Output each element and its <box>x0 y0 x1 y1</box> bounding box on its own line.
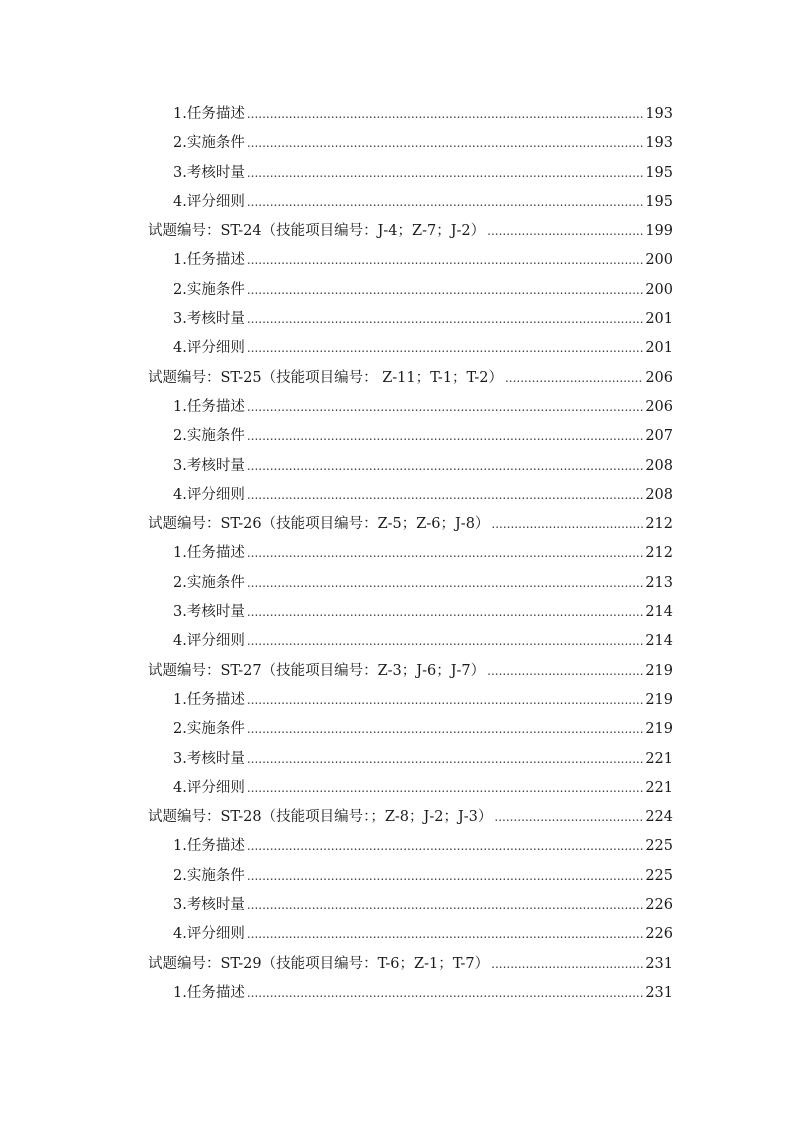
toc-entry-title: 3.考核时量 <box>173 457 245 474</box>
dot-leader <box>505 364 643 393</box>
toc-page-number: 193 <box>645 106 673 122</box>
dot-leader <box>247 891 643 920</box>
toc-section-title: 试题编号：ST-24（技能项目编号：J-4；Z-7；J-2） <box>148 223 486 240</box>
toc-page-number: 212 <box>645 545 673 562</box>
toc-page-number: 214 <box>645 604 673 621</box>
toc-entry-title: 2.实施条件 <box>173 721 245 738</box>
toc-page-number: 225 <box>645 867 673 884</box>
dot-leader <box>487 657 643 686</box>
toc-entry[interactable] <box>148 539 673 568</box>
dot-leader <box>247 569 643 598</box>
toc-page-number: 221 <box>645 750 673 767</box>
toc-page-number: 226 <box>645 926 673 943</box>
toc-section-title: 试题编号：ST-26（技能项目编号：Z-5；Z-6；J-8） <box>148 516 490 533</box>
toc-entry-title: 4.评分细则 <box>173 193 245 210</box>
toc-page-number: 225 <box>645 838 673 855</box>
toc-entry[interactable] <box>148 481 673 510</box>
toc-entry[interactable] <box>148 920 673 949</box>
toc-entry-title: 1.任务描述 <box>173 252 245 269</box>
toc-page-number: 214 <box>645 633 673 650</box>
dot-leader <box>247 276 643 305</box>
toc-entry-title: 1.任务描述 <box>173 838 245 855</box>
toc-entry[interactable] <box>148 334 673 363</box>
dot-leader <box>247 305 643 334</box>
toc-section-title: 试题编号：ST-25（技能项目编号： Z-11；T-1；T-2） <box>148 369 503 386</box>
toc-page-number: 208 <box>645 457 673 474</box>
toc-section-title: 试题编号：ST-27（技能项目编号：Z-3；J-6；J-7） <box>148 662 486 679</box>
dot-leader <box>247 715 643 744</box>
toc-entry[interactable] <box>148 276 673 305</box>
dot-leader <box>247 627 643 656</box>
toc-entry[interactable] <box>148 862 673 891</box>
toc-entry-title: 3.考核时量 <box>173 750 245 767</box>
toc-entry[interactable] <box>148 627 673 656</box>
toc-section-heading[interactable] <box>148 364 673 393</box>
toc-page-number: 201 <box>645 340 673 357</box>
toc-entry-title: 1.任务描述 <box>173 691 245 708</box>
toc-page-number: 195 <box>645 164 673 181</box>
dot-leader <box>494 803 643 832</box>
dot-leader <box>247 100 643 129</box>
toc-page-number: 207 <box>645 428 673 445</box>
toc-page-number: 219 <box>645 691 673 708</box>
toc-section-title: 试题编号：ST-29（技能项目编号：T-6；Z-1；T-7） <box>148 955 490 972</box>
toc-entry-title: 3.考核时量 <box>173 164 245 181</box>
toc-page-number: 226 <box>645 897 673 914</box>
toc-page-number: 219 <box>645 721 673 738</box>
toc-entry[interactable] <box>148 979 673 1008</box>
toc-entry[interactable] <box>148 891 673 920</box>
dot-leader <box>247 334 643 363</box>
toc-entry[interactable] <box>148 832 673 861</box>
toc-entry-title: 1.任务描述 <box>173 398 245 415</box>
dot-leader <box>247 774 643 803</box>
toc-entry[interactable] <box>148 715 673 744</box>
dot-leader <box>247 246 643 275</box>
toc-page-number: 200 <box>645 252 673 269</box>
toc-entry[interactable] <box>148 159 673 188</box>
dot-leader <box>247 920 643 949</box>
toc-entry-title: 1.任务描述 <box>173 984 245 1001</box>
dot-leader <box>487 217 643 246</box>
toc-section-heading[interactable] <box>148 657 673 686</box>
toc-entry[interactable] <box>148 393 673 422</box>
toc-entry-title: 3.考核时量 <box>173 311 245 328</box>
toc-entry-title: 2.实施条件 <box>173 574 245 591</box>
dot-leader <box>247 686 643 715</box>
dot-leader <box>491 950 643 979</box>
toc-page-number: 195 <box>645 193 673 210</box>
toc-page-number: 199 <box>645 223 673 240</box>
toc-section-heading[interactable] <box>148 803 673 832</box>
dot-leader <box>247 393 643 422</box>
toc-page-number: 206 <box>645 369 673 386</box>
dot-leader <box>247 598 643 627</box>
dot-leader <box>247 452 643 481</box>
toc-entry[interactable] <box>148 188 673 217</box>
toc-entry[interactable] <box>148 452 673 481</box>
toc-page-number: 219 <box>645 662 673 679</box>
table-of-contents <box>148 100 673 1008</box>
toc-page-number: 213 <box>645 574 673 591</box>
toc-entry[interactable] <box>148 246 673 275</box>
toc-entry-title: 2.实施条件 <box>173 281 245 298</box>
toc-entry-title: 3.考核时量 <box>173 897 245 914</box>
dot-leader <box>247 745 643 774</box>
toc-entry[interactable] <box>148 100 673 129</box>
toc-page-number: 200 <box>645 281 673 298</box>
dot-leader <box>247 832 643 861</box>
toc-entry-title: 3.考核时量 <box>173 604 245 621</box>
dot-leader <box>247 129 643 158</box>
toc-entry-title: 2.实施条件 <box>173 428 245 445</box>
toc-page-number: 224 <box>645 809 673 826</box>
toc-section-heading[interactable] <box>148 950 673 979</box>
toc-page-number: 221 <box>645 779 673 796</box>
dot-leader <box>247 481 643 510</box>
toc-page-number: 231 <box>645 955 673 972</box>
toc-entry-title: 1.任务描述 <box>173 545 245 562</box>
toc-entry[interactable] <box>148 569 673 598</box>
toc-entry-title: 4.评分细则 <box>173 779 245 796</box>
toc-entry[interactable] <box>148 774 673 803</box>
toc-entry-title: 4.评分细则 <box>173 486 245 503</box>
toc-page-number: 212 <box>645 516 673 533</box>
dot-leader <box>247 539 643 568</box>
dot-leader <box>491 510 643 539</box>
dot-leader <box>247 422 643 451</box>
toc-entry[interactable] <box>148 598 673 627</box>
toc-entry[interactable] <box>148 686 673 715</box>
toc-entry-title: 4.评分细则 <box>173 926 245 943</box>
toc-entry-title: 4.评分细则 <box>173 340 245 357</box>
toc-entry-title: 2.实施条件 <box>173 135 245 152</box>
toc-section-heading[interactable] <box>148 510 673 539</box>
toc-entry-title: 2.实施条件 <box>173 867 245 884</box>
dot-leader <box>247 862 643 891</box>
toc-entry-title: 1.任务描述 <box>173 106 245 122</box>
toc-entry[interactable] <box>148 305 673 334</box>
toc-page-number: 201 <box>645 311 673 328</box>
toc-entry[interactable] <box>148 745 673 774</box>
toc-section-heading[interactable] <box>148 217 673 246</box>
toc-page-number: 193 <box>645 135 673 152</box>
dot-leader <box>247 979 643 1008</box>
dot-leader <box>247 188 643 217</box>
toc-page-number: 208 <box>645 486 673 503</box>
dot-leader <box>247 159 643 188</box>
toc-section-title: 试题编号：ST-28（技能项目编号：；Z-8；J-2；J-3） <box>148 809 493 826</box>
toc-page-number: 231 <box>645 984 673 1001</box>
toc-page-number: 206 <box>645 398 673 415</box>
toc-entry[interactable] <box>148 422 673 451</box>
toc-entry-title: 4.评分细则 <box>173 633 245 650</box>
toc-entry[interactable] <box>148 129 673 158</box>
